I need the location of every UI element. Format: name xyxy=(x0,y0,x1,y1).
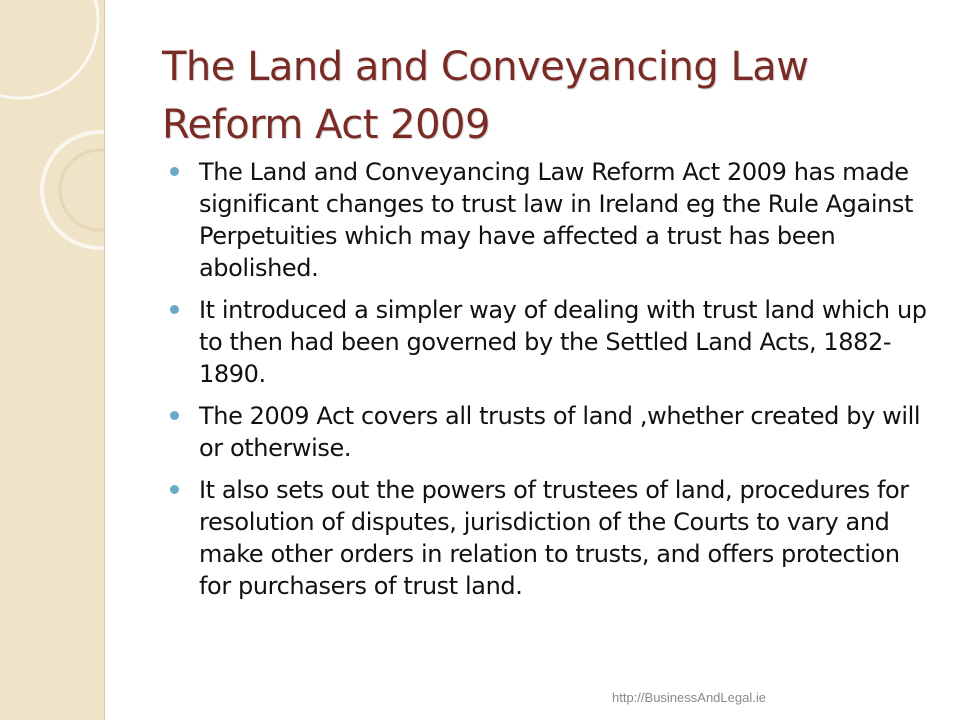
bullet-dot-icon xyxy=(170,485,179,494)
slide-title: The Land and Conveyancing Law Reform Act 2009 xyxy=(162,44,809,148)
footer-url: http://BusinessAndLegal.ie xyxy=(612,690,766,705)
bullet-text: The 2009 Act covers all trusts of land ,whether created by will or otherwise. xyxy=(199,402,921,462)
bullet-dot-icon xyxy=(170,305,179,314)
bullet-text: It also sets out the powers of trustees of land, procedures for resolution of disputes, jurisdiction of the Courts to vary and make other orders in relation to trusts, and offers protection for purchasers of trust land. xyxy=(199,476,909,600)
bullet-item xyxy=(164,474,934,602)
bullet-list xyxy=(164,156,934,612)
bullet-dot-icon xyxy=(170,411,179,420)
frame-divider xyxy=(104,0,105,720)
bullet-item xyxy=(164,400,934,464)
decorative-side-strip xyxy=(0,0,104,720)
bullet-text: The Land and Conveyancing Law Reform Act 2009 has made significant changes to trust law in Ireland eg the Rule Against Perpetuities which may have affected a trust has been abolished. xyxy=(199,158,914,282)
bullet-text: It introduced a simpler way of dealing with trust land which up to then had been governed by the Settled Land Acts, 1882-1890. xyxy=(199,296,927,388)
decorative-circles-icon xyxy=(0,0,104,260)
bullet-item xyxy=(164,294,934,390)
bullet-dot-icon xyxy=(170,167,179,176)
bullet-item xyxy=(164,156,934,284)
